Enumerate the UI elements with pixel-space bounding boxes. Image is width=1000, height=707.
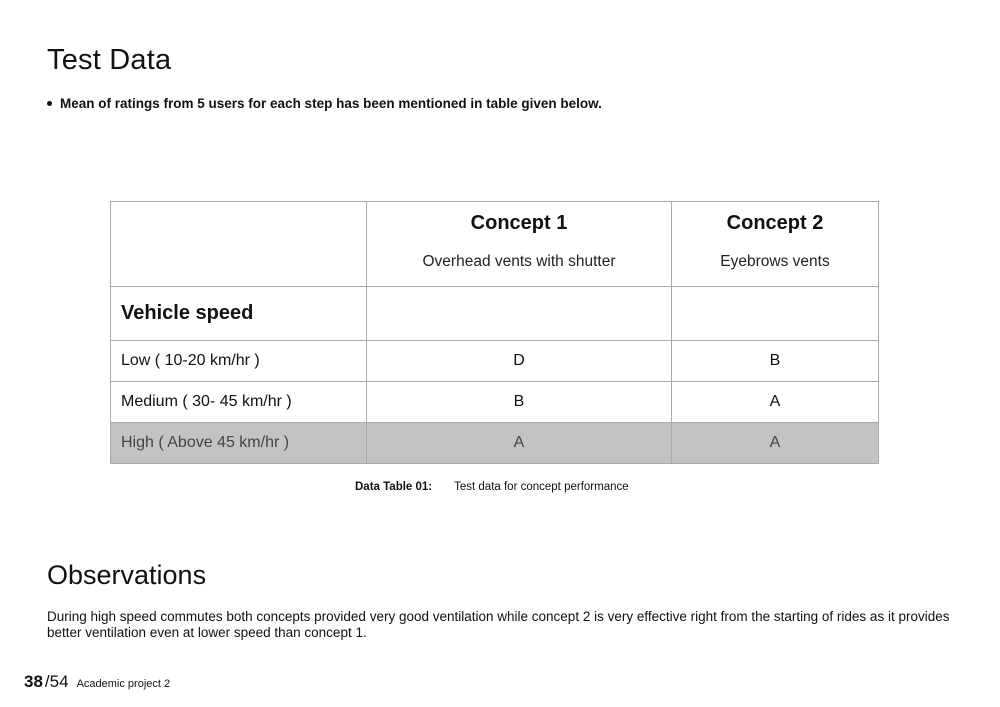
empty-cell bbox=[672, 287, 879, 341]
row-label: Medium ( 30- 45 km/hr ) bbox=[111, 382, 367, 423]
table-row-highlighted bbox=[111, 423, 879, 464]
page-footer bbox=[24, 672, 170, 692]
concept-2-value: B bbox=[672, 341, 879, 382]
empty-header-cell bbox=[111, 202, 367, 287]
observations-text: During high speed commutes both concepts provided very good ventilation while concept 2 is very effective right from the starting of rides as it provides better ventilation even at lower speed than concept 1. bbox=[47, 609, 950, 640]
bullet-text: Mean of ratings from 5 users for each step has been mentioned in table given below. bbox=[60, 96, 602, 111]
row-label: Low ( 10-20 km/hr ) bbox=[111, 341, 367, 382]
caption-label: Data Table 01: bbox=[355, 481, 433, 493]
concept-2-desc: Eyebrows vents bbox=[720, 252, 830, 270]
concept-2-title: Concept 2 bbox=[726, 211, 824, 234]
concept-2-value: A bbox=[672, 423, 879, 464]
data-table bbox=[110, 201, 879, 464]
concept-1-value: A bbox=[367, 423, 672, 464]
concept-1-header bbox=[367, 202, 672, 287]
concept-1-value: B bbox=[367, 382, 672, 423]
bullet-note bbox=[47, 96, 602, 111]
row-label: High ( Above 45 km/hr ) bbox=[111, 423, 367, 464]
table-caption bbox=[355, 481, 629, 493]
caption-text: Test data for concept performance bbox=[454, 481, 629, 493]
page-total: /54 bbox=[44, 672, 69, 691]
page-title: Test Data bbox=[47, 44, 172, 76]
concept-2-header bbox=[672, 202, 879, 287]
vehicle-speed-label: Vehicle speed bbox=[111, 287, 367, 341]
empty-cell bbox=[367, 287, 672, 341]
table-header-row bbox=[111, 202, 879, 287]
concept-2-value: A bbox=[672, 382, 879, 423]
vehicle-speed-row bbox=[111, 287, 879, 341]
bullet-icon bbox=[47, 101, 52, 106]
table-row bbox=[111, 341, 879, 382]
concept-1-desc: Overhead vents with shutter bbox=[422, 252, 616, 270]
project-name: Academic project 2 bbox=[76, 678, 171, 690]
concept-1-title: Concept 1 bbox=[470, 211, 568, 234]
concept-1-value: D bbox=[367, 341, 672, 382]
page-number: 38 bbox=[24, 672, 43, 691]
table-row bbox=[111, 382, 879, 423]
observations-heading: Observations bbox=[47, 560, 207, 590]
